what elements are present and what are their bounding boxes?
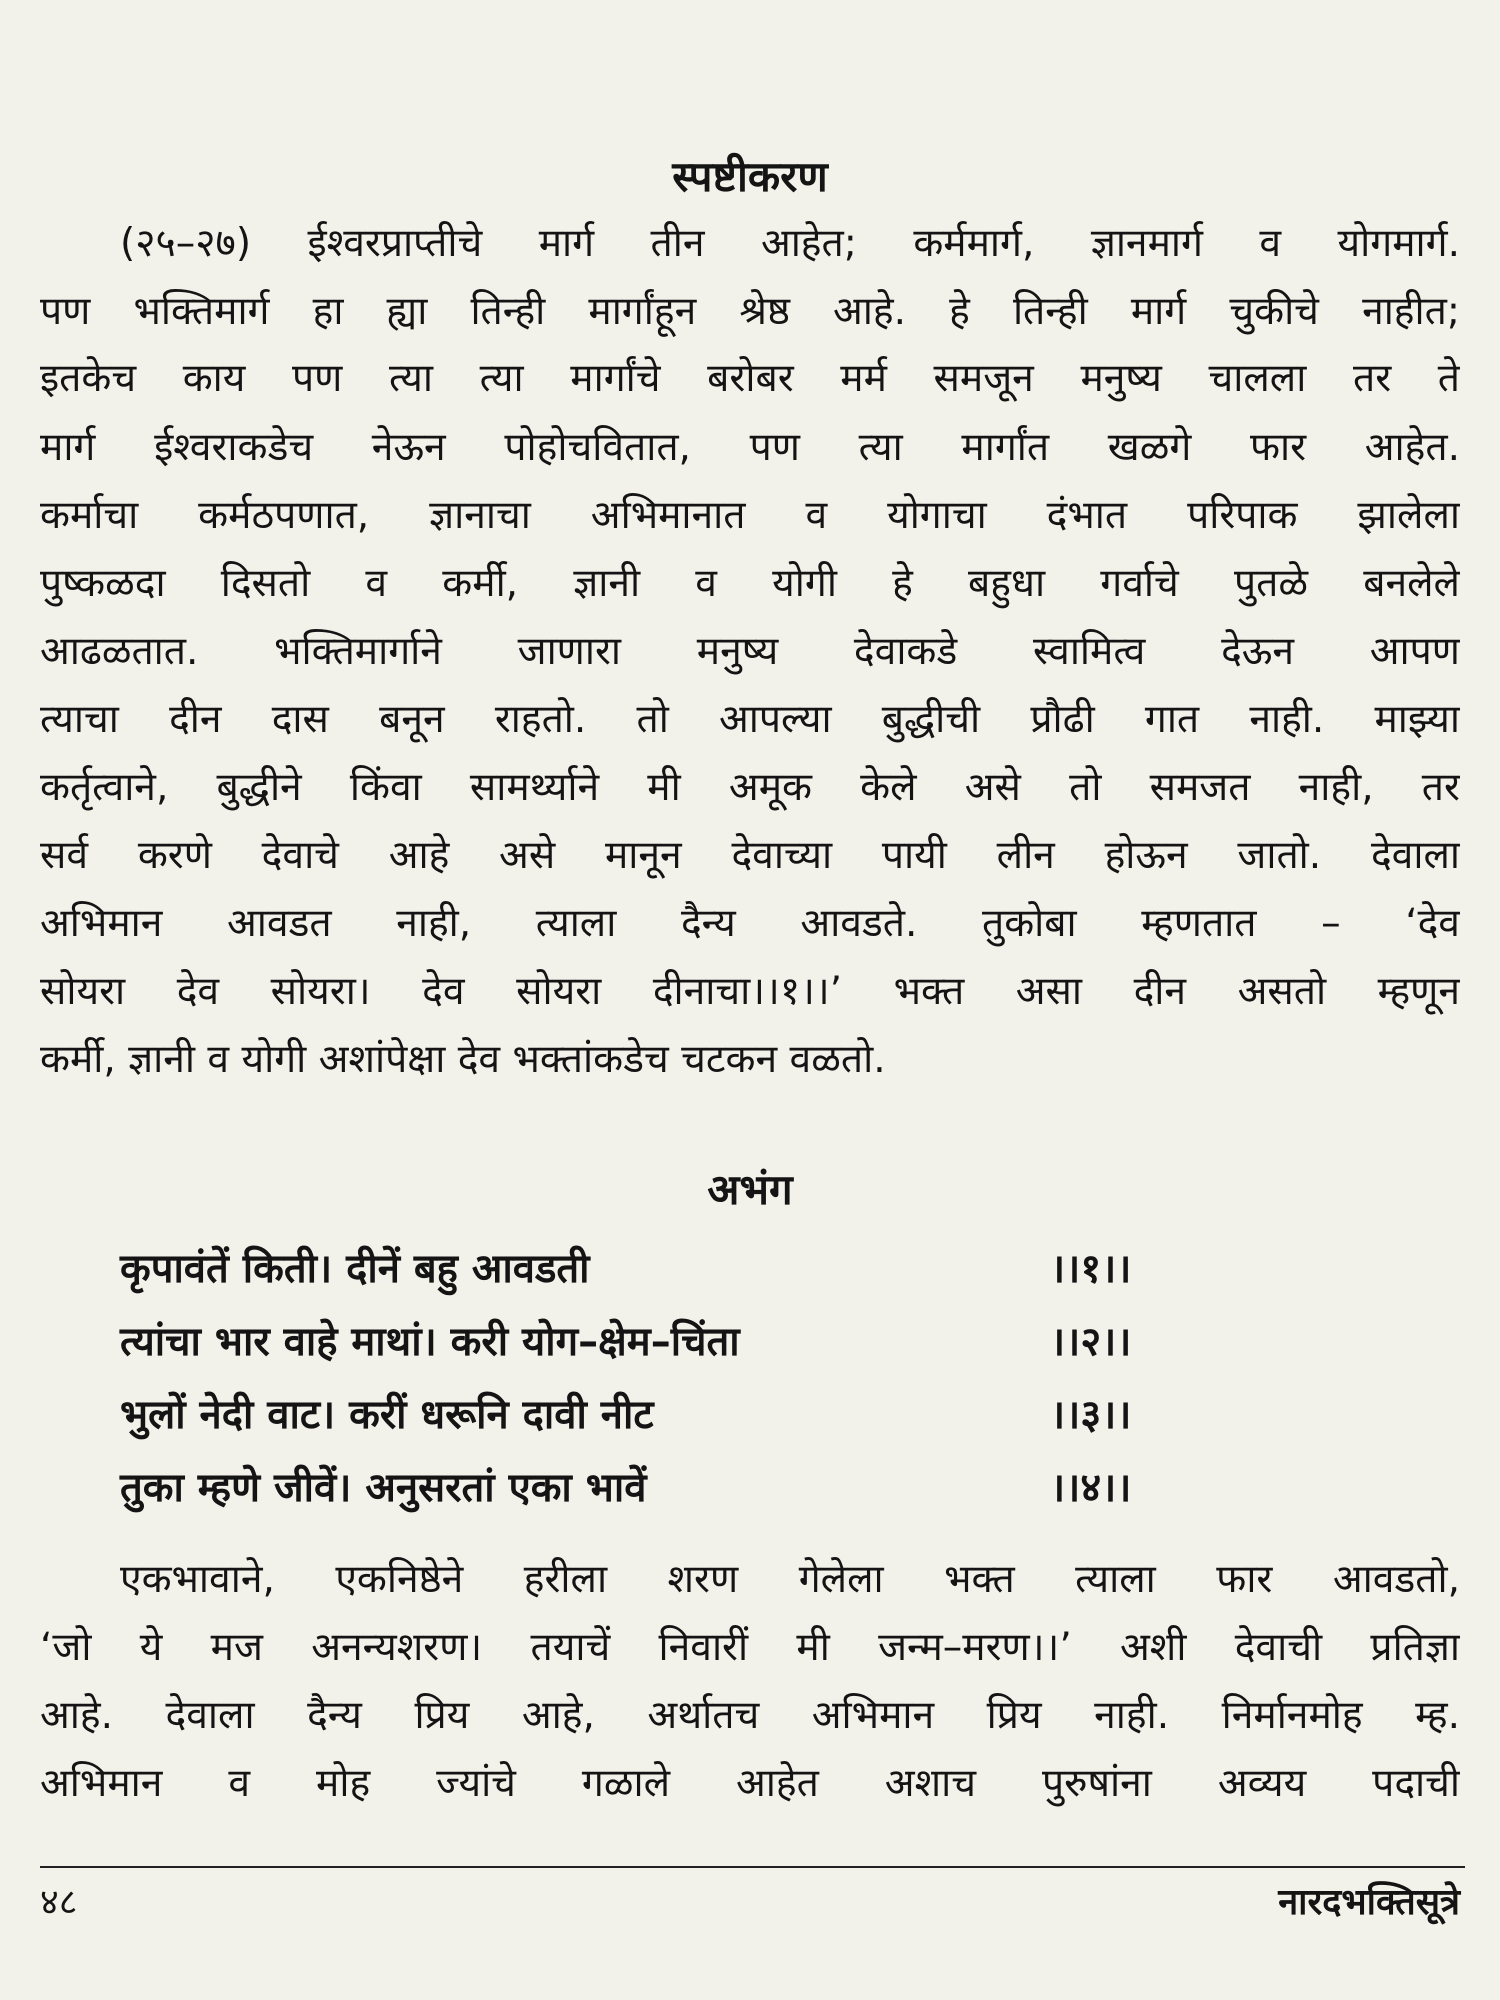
section-heading-explanation: स्पष्टीकरण bbox=[672, 152, 828, 201]
closing-line: आहे. देवाला दैन्य प्रिय आहे, अर्थातच अभिमान प्रिय नाही. निर्मानमोह म्ह. bbox=[40, 1693, 1460, 1738]
verse-number: ।।२।। bbox=[1050, 1319, 1132, 1365]
explanation-line: सर्व करणे देवाचे आहे असे मानून देवाच्या पायी लीन होऊन जातो. देवाला bbox=[40, 833, 1460, 878]
closing-line: ‘जो ये मज अनन्यशरण। तयाचें निवारीं मी जन्म–मरण।।’ अशी देवाची प्रतिज्ञा bbox=[40, 1625, 1460, 1670]
explanation-line: आढळतात. भक्तिमार्गाने जाणारा मनुष्य देवाकडे स्वामित्व देऊन आपण bbox=[40, 629, 1460, 674]
closing-line: अभिमान व मोह ज्यांचे गळाले आहेत अशाच पुरुषांना अव्यय पदाची bbox=[40, 1761, 1460, 1806]
explanation-line: मार्ग ईश्वराकडेच नेऊन पोहोचवितात, पण त्या मार्गांत खळगे फार आहेत. bbox=[40, 425, 1460, 470]
explanation-line: (२५–२७) ईश्वरप्राप्तीचे मार्ग तीन आहेत; कर्ममार्ग, ज्ञानमार्ग व योगमार्ग. bbox=[120, 221, 1460, 266]
section-heading-abhang: अभंग bbox=[707, 1165, 793, 1214]
explanation-line: अभिमान आवडत नाही, त्याला दैन्य आवडते. तुकोबा म्हणतात – ‘देव bbox=[40, 901, 1460, 946]
explanation-line: पुष्कळदा दिसतो व कर्मी, ज्ञानी व योगी हे बहुधा गर्वाचे पुतळे बनलेले bbox=[40, 561, 1460, 606]
explanation-line: कर्मी, ज्ञानी व योगी अशांपेक्षा देव भक्तांकडेच चटकन वळतो. bbox=[40, 1037, 886, 1082]
explanation-line: सोयरा देव सोयरा। देव सोयरा दीनाचा।।१।।’ भक्त असा दीन असतो म्हणून bbox=[40, 969, 1460, 1014]
verse-text: त्यांचा भार वाहे माथां। करी योग–क्षेम–चिंता bbox=[120, 1319, 740, 1365]
explanation-line: कर्माचा कर्मठपणात, ज्ञानाचा अभिमानात व योगाचा दंभात परिपाक झालेला bbox=[40, 493, 1460, 538]
verse-number: ।।४।। bbox=[1050, 1465, 1132, 1511]
closing-line: एकभावाने, एकनिष्ठेने हरीला शरण गेलेला भक्त त्याला फार आवडतो, bbox=[120, 1557, 1460, 1602]
explanation-line: कर्तृत्वाने, बुद्धीने किंवा सामर्थ्याने मी अमूक केले असे तो समजत नाही, तर bbox=[40, 765, 1460, 810]
verse-text: कृपावंतें किती। दीनें बहु आवडती bbox=[120, 1246, 590, 1292]
page-number: ४८ bbox=[40, 1882, 78, 1923]
verse-number: ।।१।। bbox=[1050, 1246, 1132, 1292]
verse-text: तुका म्हणे जीवें। अनुसरतां एका भावें bbox=[120, 1465, 647, 1511]
verse-number: ।।३।। bbox=[1050, 1392, 1132, 1438]
explanation-line: त्याचा दीन दास बनून राहतो. तो आपल्या बुद्धीची प्रौढी गात नाही. माझ्या bbox=[40, 697, 1460, 742]
explanation-line: इतकेच काय पण त्या त्या मार्गांचे बरोबर मर्म समजून मनुष्य चालला तर ते bbox=[40, 356, 1460, 401]
explanation-line: पण भक्तिमार्ग हा ह्या तिन्ही मार्गांहून श्रेष्ठ आहे. हे तिन्ही मार्ग चुकीचे नाहीत; bbox=[40, 289, 1460, 334]
footer-divider bbox=[40, 1866, 1465, 1868]
verse-text: भुलों नेदी वाट। करीं धरूनि दावी नीट bbox=[120, 1392, 654, 1438]
book-title: नारदभक्तिसूत्रे bbox=[1278, 1882, 1460, 1923]
